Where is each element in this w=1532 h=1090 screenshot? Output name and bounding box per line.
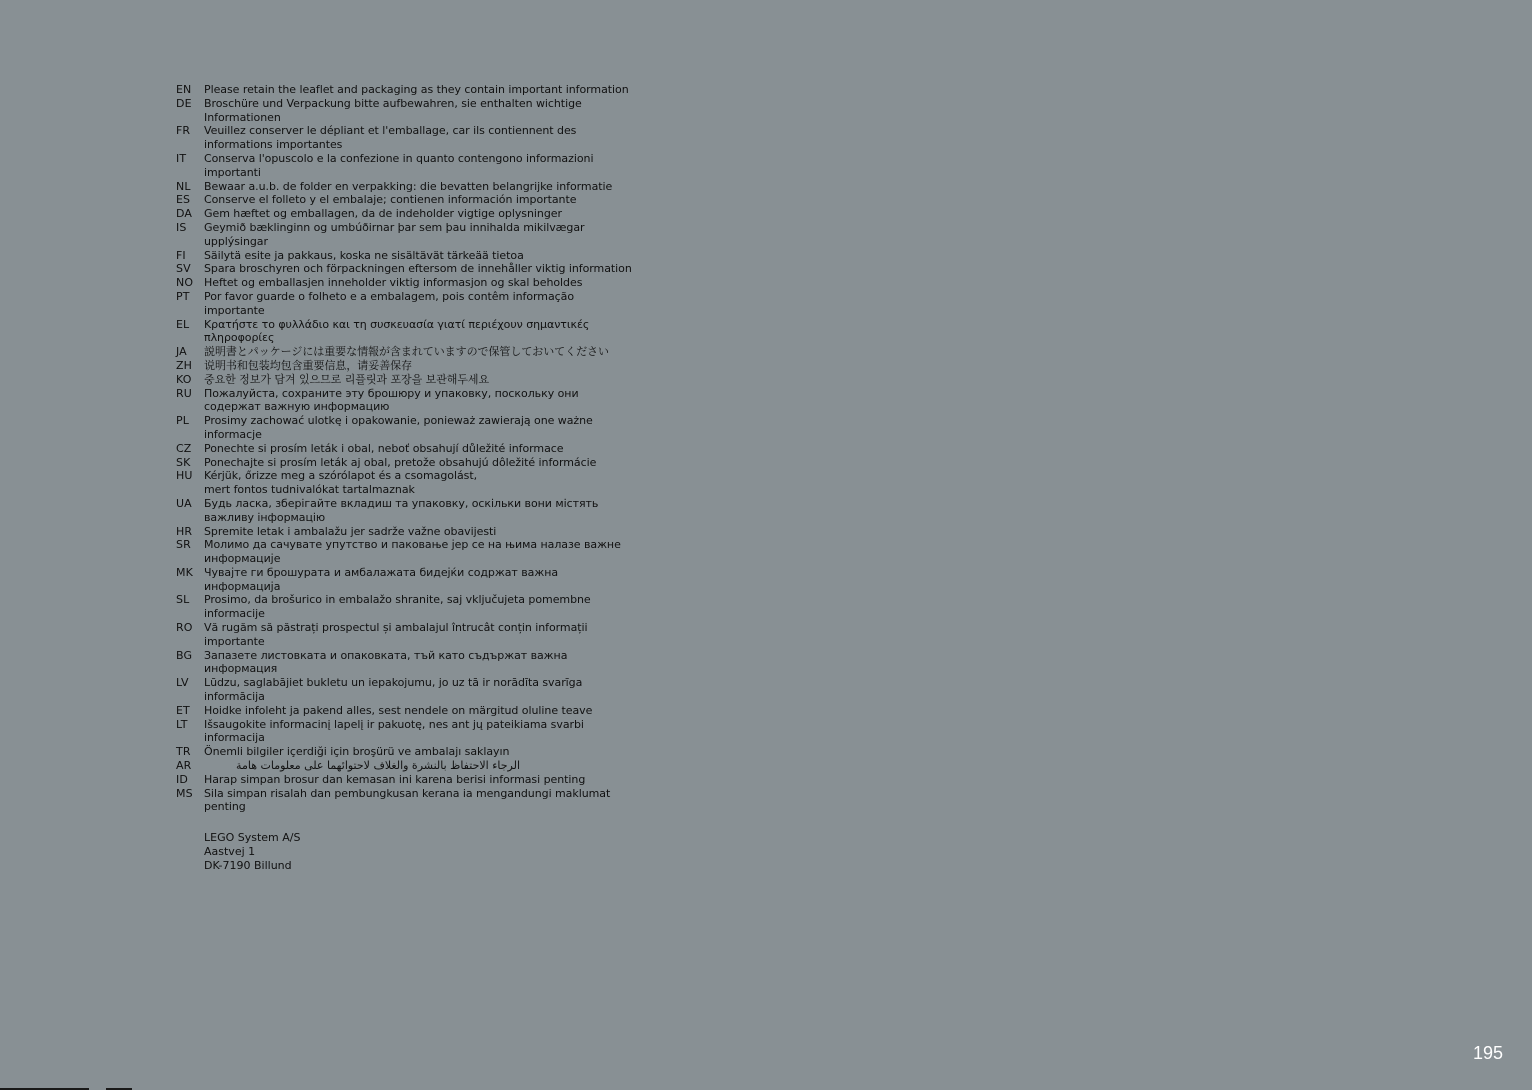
- notice-text: Hoidke infoleht ja pakend alles, sest nendele on märgitud oluline teave: [204, 703, 593, 717]
- language-code: RO: [176, 621, 193, 635]
- language-notice-nl: [176, 180, 636, 194]
- notice-text: Veuillez conserver le dépliant et l'emballage, car ils contiennent des informations importantes: [204, 124, 577, 152]
- language-code: CZ: [176, 441, 192, 455]
- language-notice-ms: [176, 787, 636, 815]
- language-code: PT: [176, 289, 190, 303]
- language-notice-pt: [176, 290, 636, 318]
- language-notice-tr: [176, 745, 636, 759]
- language-notice-bg: [176, 649, 636, 677]
- notice-text: Kérjük, őrizze meg a szórólapot és a csomagolást, mert fontos tudnivalókat tartalmaznak: [204, 469, 478, 497]
- language-notice-fi: [176, 249, 636, 263]
- language-notice-lt: [176, 718, 636, 746]
- notice-text: Vă rugăm să păstrați prospectul și ambalajul întrucât conțin informații importante: [204, 621, 588, 648]
- language-code: MS: [176, 786, 193, 800]
- language-notice-cz: [176, 442, 636, 456]
- notice-text: Spara broschyren och förpackningen eftersom de innehåller viktig information: [204, 262, 632, 276]
- language-notice-hu: [176, 469, 636, 497]
- notice-text: Conserva l'opuscolo e la confezione in quanto contengono informazioni importanti: [204, 151, 594, 179]
- language-code: ES: [176, 193, 191, 207]
- language-notice-id: [176, 773, 636, 787]
- language-code: ZH: [176, 358, 193, 372]
- notice-text: Lūdzu, saglabājiet bukletu un iepakojumu, jo uz tā ir norādīta svarīga informācija: [204, 676, 583, 704]
- notice-text: Conserve el folleto y el embalaje; contienen información importante: [204, 193, 577, 207]
- notice-text: Чувајте ги брошурата и амбалажата бидејќи содржат важна информација: [204, 565, 559, 593]
- language-code: SR: [176, 538, 191, 552]
- language-code: HR: [176, 524, 193, 538]
- language-code: IS: [176, 220, 187, 234]
- language-code: DE: [176, 96, 192, 110]
- notice-text: الرجاء الاحتفاظ بالنشرة والغلاف لاحتوائهما على معلومات هامة: [236, 759, 520, 773]
- language-code: MK: [176, 565, 193, 579]
- language-notice-da: [176, 207, 636, 221]
- language-notice-zh: [176, 359, 636, 373]
- language-notice-is: [176, 221, 636, 249]
- language-code: SV: [176, 262, 191, 276]
- street-address: Aastvej 1: [204, 845, 256, 859]
- language-notice-ro: [176, 621, 636, 649]
- notice-text: 説明書とパッケージには重要な情報が含まれていますので保管しておいてください: [204, 345, 609, 359]
- language-code: TR: [176, 745, 191, 759]
- postal-city: DK-7190 Billund: [204, 858, 292, 872]
- language-code: SL: [176, 593, 190, 607]
- language-notice-no: [176, 276, 636, 290]
- notice-text: Prosimo, da brošurico in embalažo shranite, saj vključujeta pomembne informacije: [204, 593, 591, 621]
- language-notice-it: [176, 152, 636, 180]
- language-code: LT: [176, 717, 188, 731]
- language-notice-fr: [176, 124, 636, 152]
- language-code: LV: [176, 676, 189, 690]
- language-notice-mk: [176, 566, 636, 594]
- language-code: PL: [176, 414, 189, 428]
- notice-text: Пожалуйста, сохраните эту брошюру и упаковку, поскольку они содержат важную информацию: [204, 386, 579, 414]
- language-code: ET: [176, 703, 190, 717]
- language-notice-sv: [176, 262, 636, 276]
- language-notice-sr: [176, 538, 636, 566]
- notice-text: Broschüre und Verpackung bitte aufbewahren, sie enthalten wichtige Informationen: [204, 96, 582, 124]
- language-notice-es: [176, 193, 636, 207]
- page-number: 195: [1472, 1043, 1503, 1063]
- notice-text: Ponechajte si prosím leták aj obal, pretože obsahujú dôležité informácie: [204, 455, 597, 469]
- notice-text: Harap simpan brosur dan kemasan ini karena berisi informasi penting: [204, 772, 586, 786]
- notice-text: Por favor guarde o folheto e a embalagem, pois contêm informação importante: [204, 289, 575, 317]
- language-code: SK: [176, 455, 191, 469]
- language-notice-de: [176, 97, 636, 125]
- language-notice-ru: [176, 387, 636, 415]
- language-code: BG: [176, 648, 193, 662]
- language-code: KO: [176, 372, 192, 386]
- language-notice-el: [176, 318, 636, 346]
- notice-text: Išsaugokite informacinį lapelį ir pakuotę, nes ant jų pateikiama svarbi informacija: [204, 717, 584, 745]
- notice-text: 중요한 정보가 담겨 있으므로 리플릿과 포장을 보관해두세요: [204, 372, 490, 386]
- language-notice-ua: [176, 497, 636, 525]
- notice-text: Säilytä esite ja pakkaus, koska ne sisältävät tärkeää tietoa: [204, 248, 524, 262]
- language-notice-ko: [176, 373, 636, 387]
- language-notice-et: [176, 704, 636, 718]
- notice-text: Geymið bæklinginn og umbúðirnar þar sem þau innihalda mikilvægar upplýsingar: [204, 220, 585, 248]
- language-code: EN: [176, 83, 192, 96]
- language-code: FI: [176, 248, 186, 262]
- language-code: AR: [176, 759, 192, 773]
- language-code: FR: [176, 124, 191, 138]
- language-code: UA: [176, 496, 192, 510]
- language-code: JA: [176, 345, 187, 359]
- notice-text: Ponechte si prosím leták i obal, neboť obsahují důležité informace: [204, 441, 564, 455]
- language-code: IT: [176, 151, 187, 165]
- notice-text: Будь ласка, зберігайте вкладиш та упаковку, оскільки вони містять важливу інформацію: [204, 496, 599, 524]
- language-notice-sl: [176, 593, 636, 621]
- notice-text: Önemli bilgiler içerdiği için broşürü ve ambalajı saklayın: [204, 745, 510, 759]
- company-name: LEGO System A/S: [204, 831, 301, 845]
- language-code: NL: [176, 179, 191, 193]
- language-notice-ja: [176, 345, 636, 359]
- language-code: NO: [176, 276, 194, 290]
- notice-text: Запазете листовката и опаковката, тъй като съдържат важна информация: [204, 648, 568, 676]
- notice-text: 说明书和包装均包含重要信息，请妥善保存: [204, 358, 413, 372]
- notice-text: Bewaar a.u.b. de folder en verpakking: die bevatten belangrijke informatie: [204, 179, 613, 193]
- language-code: ID: [176, 772, 188, 786]
- notice-text: Gem hæftet og emballagen, da de indeholder vigtige oplysninger: [204, 207, 562, 221]
- language-notice-sk: [176, 456, 636, 470]
- language-notice-ar: [176, 759, 636, 773]
- notice-text: Prosimy zachować ulotkę i opakowanie, ponieważ zawierają one ważne informacje: [204, 414, 593, 441]
- notice-text: Молимо да сачувате упутство и паковање јер се на њима налазе важне информације: [204, 538, 621, 566]
- notice-text: Heftet og emballasjen inneholder viktig informasjon og skal beholdes: [204, 276, 583, 290]
- language-code: DA: [176, 207, 193, 221]
- language-code: EL: [176, 317, 190, 331]
- company-address: [204, 831, 636, 872]
- notice-text: Κρατήστε το φυλλάδιο και τη συσκευασία γιατί περιέχουν σημαντικές πληροφορίες: [204, 317, 590, 345]
- notice-text: Please retain the leaflet and packaging as they contain important information: [204, 83, 629, 96]
- notice-text: Spremite letak i ambalažu jer sadrže važne obavijesti: [204, 524, 497, 538]
- language-code: RU: [176, 386, 192, 400]
- language-code: HU: [176, 469, 193, 483]
- language-notice-lv: [176, 676, 636, 704]
- language-notice-en: [176, 83, 636, 97]
- language-notice-hr: [176, 525, 636, 539]
- language-notice-pl: [176, 414, 636, 442]
- language-notice-list: [176, 83, 636, 873]
- notice-text: Sila simpan risalah dan pembungkusan kerana ia mengandungi maklumat penting: [204, 786, 611, 814]
